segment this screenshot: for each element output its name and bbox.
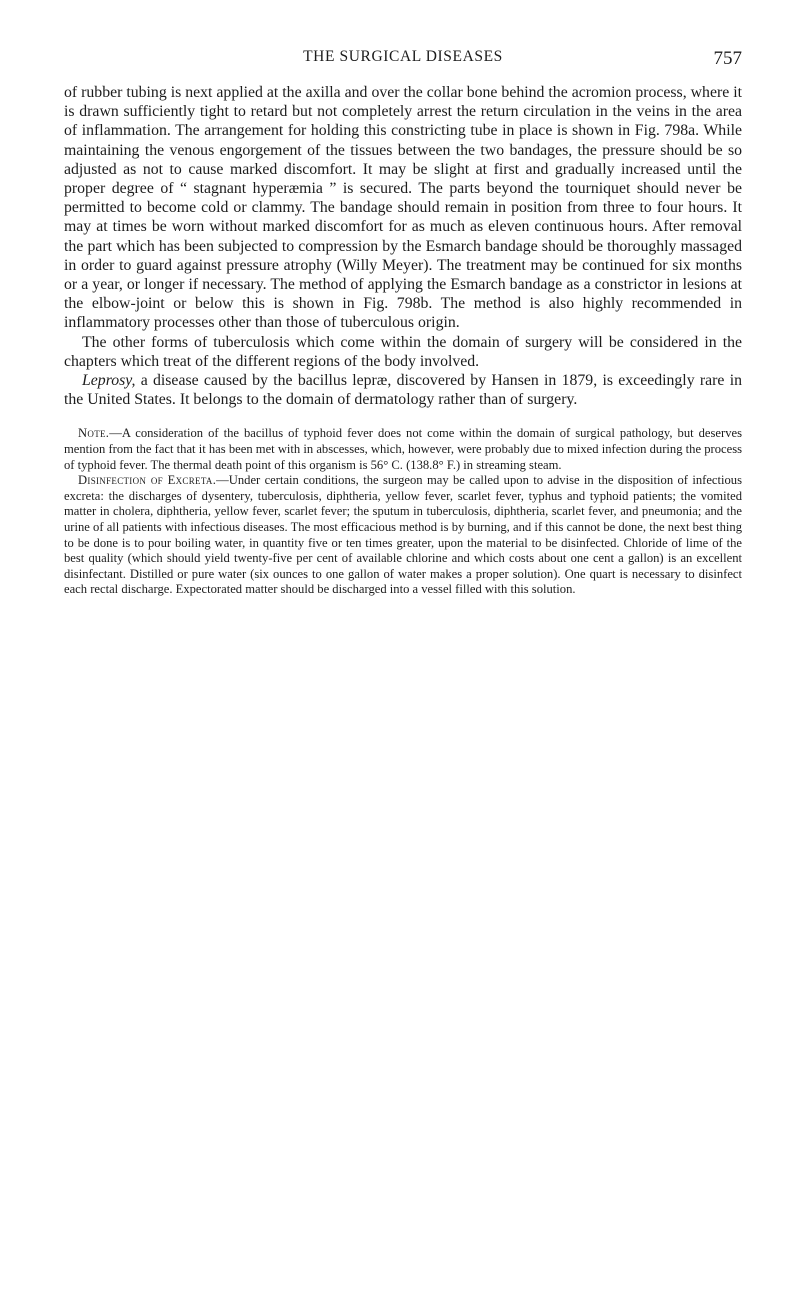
disinfection-text: —Under certain conditions, the surgeon may be called upon to advise in the disposition of infectious excreta: the discharges of dysentery, tuberculosis, diphtheria, yellow fever, scarlet fever, typhus and typhoid patients; the vomited matter in cholera, diphtheria, yellow fever, scarlet fever; the sputum in tuberculosis, diphtheria, scarlet fever, and pneumonia; and the urine of all patients with infectious diseases. The most efficacious method is by burning, and if this cannot be done, the next best thing to be done is to pour boiling water, in quantity five or ten times greater, upon the material to be disinfected. Chloride of lime of the best quality (which should yield twenty-five per cent of available chlorine and which costs about one cent a gallon) is an excellent disinfectant. Distilled or pure water (six ounces to one gallon of water makes a proper solution). One quart is necessary to disinfect each rectal discharge. Expectorated matter should be discharged into a vessel filled with this solution. bbox=[64, 473, 743, 597]
paragraph-continuation: of rubber tubing is next applied at the axilla and over the collar bone behind the acromion process, where it is drawn sufficiently tight to retard but not completely arrest the return circulation in the veins in the area of inflammation. The arrangement for holding this constricting tube in place is shown in Fig. 798a. While maintaining the venous engorgement of the tissues between the two bandages, the pressure should be so adjusted as not to cause marked discomfort. It may be slight at first and gradually increased until the proper degree of “ stagnant hyperæmia ” is secured. The parts beyond the tourniquet should never be permitted to become cold or clammy. The bandage should remain in position from three to four hours. It may at times be worn without marked discomfort for as much as eleven continuous hours. After removal the part which has been subjected to compression by the Esmarch bandage should be thoroughly massaged in order to guard against pressure atrophy (Willy Meyer). The treatment may be continued for six months or a year, or longer if necessary. The method of applying the Esmarch bandage as a constrictor in lesions at the elbow-joint or below this is shown in Fig. 798b. The method is also highly recommended in inflammatory processes other than those of tuberculous origin. bbox=[64, 84, 742, 332]
note-label: Note. bbox=[78, 426, 110, 441]
note-disinfection bbox=[64, 473, 742, 598]
running-head: THE SURGICAL DISEASES bbox=[303, 48, 503, 65]
disinfection-heading: Disinfection of Excreta. bbox=[78, 473, 217, 488]
leprosy-term: Leprosy, bbox=[82, 372, 136, 390]
paragraph-leprosy bbox=[64, 371, 742, 409]
note-typhoid-text: —A consideration of the bacillus of typhoid fever does not come within the domain of surgical pathology, but deserves mention from the fact that it has been met with in abscesses, which, however, were probably due to mixed infection during the process of typhoid fever. The thermal death point of this organism is 56° C. (138.8° F.) in streaming steam. bbox=[64, 426, 742, 472]
body-text bbox=[64, 83, 742, 409]
paragraph-other-forms: The other forms of tuberculosis which come within the domain of surgery will be considered in the chapters which treat of the different regions of the body involved. bbox=[64, 333, 742, 370]
page-number: 757 bbox=[713, 48, 742, 69]
footnote-block bbox=[64, 426, 742, 598]
leprosy-text: a disease caused by the bacillus lepræ, discovered by Hansen in 1879, is exceedingly rare in the United States. It belongs to the domain of dermatology rather than of surgery. bbox=[64, 372, 742, 409]
book-page bbox=[64, 48, 742, 598]
note-typhoid bbox=[64, 426, 742, 473]
page-header bbox=[64, 48, 742, 74]
